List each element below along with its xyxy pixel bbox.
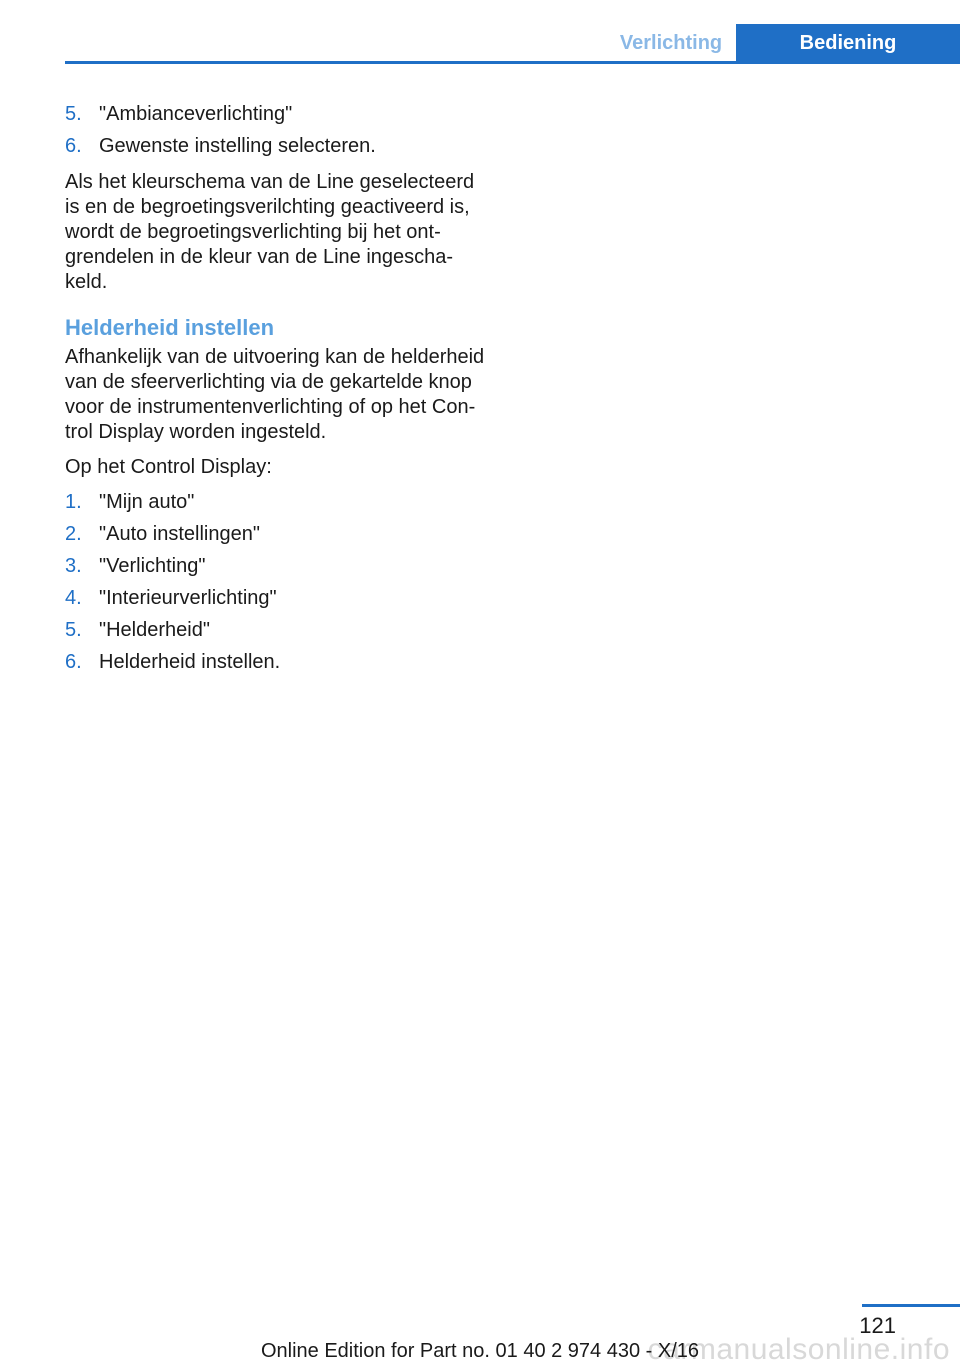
step-text: "Helderheid" [99, 619, 210, 641]
step-number: 3. [65, 555, 82, 577]
step-text: "Ambianceverlichting" [99, 103, 293, 125]
step-text: "Mijn auto" [99, 491, 195, 513]
header-rule [65, 61, 960, 64]
list-item [65, 586, 485, 618]
step-number: 4. [65, 587, 82, 609]
step-text: Helderheid instellen. [99, 651, 281, 673]
list-item [65, 618, 485, 650]
step-number: 6. [65, 651, 82, 673]
list-item [65, 102, 485, 134]
step-number: 5. [65, 619, 82, 641]
footer-rule [862, 1304, 960, 1307]
steps-list-top [65, 102, 485, 166]
section-tab: Verlichting [619, 32, 723, 54]
body-paragraph: Als het kleurschema van de Line geselecteerd is en de begroetingsverilchting geactiveerd is, wordt de begroetingsverlichting bij het ont-grendelen in de kleur van de Line ingescha-keld. [65, 171, 475, 293]
edition-footer: Online Edition for Part no. 01 40 2 974 430 - X/16 [260, 1340, 700, 1362]
list-item [65, 554, 485, 586]
steps-list-bottom [65, 490, 485, 682]
list-item [65, 522, 485, 554]
section-paragraph: Afhankelijk van de uitvoering kan de helderheid van de sfeerverlichting via de gekartelde knop voor de instrumentenverlichting of op het Con-trol Display worden ingesteld. [65, 346, 485, 443]
page-number: 121 [859, 1313, 896, 1338]
step-text: Gewenste instelling selecteren. [99, 135, 376, 157]
step-number: 1. [65, 491, 82, 513]
chapter-tab: Bediening [736, 24, 960, 62]
watermark: carmanualsonline.info [647, 1333, 950, 1366]
section-heading: Helderheid instellen [65, 315, 275, 340]
step-text: "Verlichting" [99, 555, 206, 577]
section-intro: Op het Control Display: [65, 456, 272, 478]
step-text: "Interieurverlichting" [99, 587, 277, 609]
step-number: 5. [65, 103, 82, 125]
step-number: 6. [65, 135, 82, 157]
header-tabs [606, 24, 960, 62]
list-item [65, 490, 485, 522]
step-text: "Auto instellingen" [99, 523, 260, 545]
step-number: 2. [65, 523, 82, 545]
list-item [65, 134, 485, 166]
page-content [65, 102, 485, 682]
list-item [65, 650, 485, 682]
